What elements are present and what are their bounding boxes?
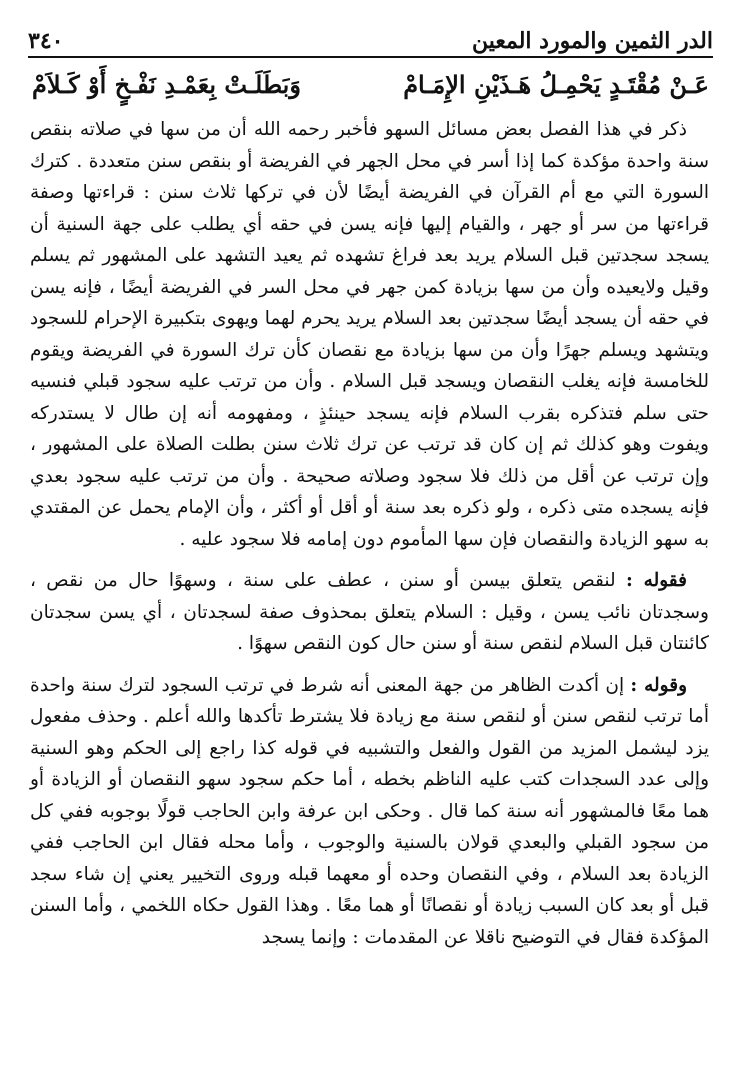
paragraph-text: إن أكدت الظاهر من جهة المعنى أنه شرط في ترتب السجود لترك سنة واحدة أما ترتب لنقص سنن أو لنقص سنة مع زيادة فلا يشترط تأكدها والله أعلم . وحذف مفعول يزد ليشمل المزيد من القول والفعل والتشبيه في قوله كذا راجع إلى الحكم وهو السنية وإلى عدد السجدات كتب عليه الناظم بخطه ، أما حكم سجود سهو النقصان أو الزيادة أو هما معًا فالمشهور أنه سنة كما قال . وحكى ابن عرفة وابن الحاجب قولًا بوجوبه ففي كل من سجود القبلي والبعدي قولان بالسنية والوجوب ، وأما محله فقال ابن الحاجب ففي الزيادة بعد السلام ، وفي النقصان وحده أو معهما قبله وروى التخيير يعني إن شاء سجد قبل أو بعد كان السبب زيادة أو نقصانًا أو هما معًا . وهذا القول حكاه اللخمي ، وأما السنن المؤكدة فقال في التوضيح ناقلا عن المقدمات : وإنما يسجد — [30, 674, 709, 948]
book-title: الدر الثمين والمورد المعين — [471, 28, 713, 54]
paragraph-lead: فقوله : — [625, 570, 687, 591]
poem-verse — [28, 64, 713, 108]
page-header — [28, 22, 713, 58]
paragraph-text: لنقص يتعلق بيسن أو سنن ، عطف على سنة ، وسهوًا حال من نقص ، وسجدتان نائب يسن ، وقيل : السلام يتعلق بمحذوف صفة لسجدتان ، أي يسن سجدتان كائنتان قبل السلام لنقص سنة أو سنن حال كون النقص سهوًا . — [30, 570, 709, 654]
page-number: ٣٤٠ — [28, 28, 64, 54]
paragraph-lead: وقوله : — [630, 674, 688, 696]
commentary-body — [30, 114, 709, 953]
commentary-paragraph — [30, 565, 709, 660]
verse-second-hemistich: وَبَطَلَـتْ بِعَمْـدِ نَفْـخٍ أَوْ كَـلاَمْ — [32, 70, 301, 99]
commentary-paragraph — [30, 670, 709, 954]
paragraph-text: ذكر في هذا الفصل بعض مسائل السهو فأخبر رحمه الله أن من سها في صلاته بنقص سنة واحدة مؤكدة كما إذا أسر في محل الجهر في الفريضة أو بنقص سنن متعددة . كترك السورة التي مع أم القرآن في الفريضة أيضًا لأن في تركها ثلاث سنن : قراءتها وصفة قراءتها من سر أو جهر ، والقيام إليها فإنه يسن في حقه أي يطلب على جهة السنية أن يسجد سجدتين قبل السلام يريد بعد فراغ تشهده ثم يعيد التشهد على المشهور ثم يسلم وقيل ولايعيده وأن من سها بزيادة كمن جهر في محل السر في الفريضة أيضًا ، فإنه يسن في حقه أن يسجد أيضًا سجدتين بعد السلام يريد يحرم لهما ويهوى بتكبيرة الإحرام للسجود ويتشهد ويسلم جهرًا وأن من سها بزيادة مع نقصان كأن ترك السورة في الفريضة ويقوم للخامسة فإنه يغلب النقصان ويسجد قبل السلام . وأن من ترتب عليه سجود قبلي فنسيه حتى سلم فتذكره بقرب السلام فإنه يسجد حينئذٍ ، ومفهومه أنه إن طال لا يستدركه ويفوت وهو كذلك ثم إن كان قد ترتب عن ترك ثلاث سنن بطلت الصلاة على المشهور ، وإن ترتب عن أقل من ذلك فلا سجود وصلاته صحيحة . وأن من ترتب عليه سجود بعدي فإنه يسجده متى ذكره ، ولو ذكره بعد سنة أو أقل أو أكثر ، وأن الإمام يحمل عن المقتدي به سهو الزيادة والنقصان فإن سها المأموم دون إمامه فلا سجود عليه . — [30, 119, 709, 550]
commentary-paragraph — [30, 114, 709, 555]
verse-first-hemistich: عَـنْ مُقْتَـدٍ يَحْمِـلُ هَـذَيْنِ الإِمَـامْ — [403, 70, 709, 99]
